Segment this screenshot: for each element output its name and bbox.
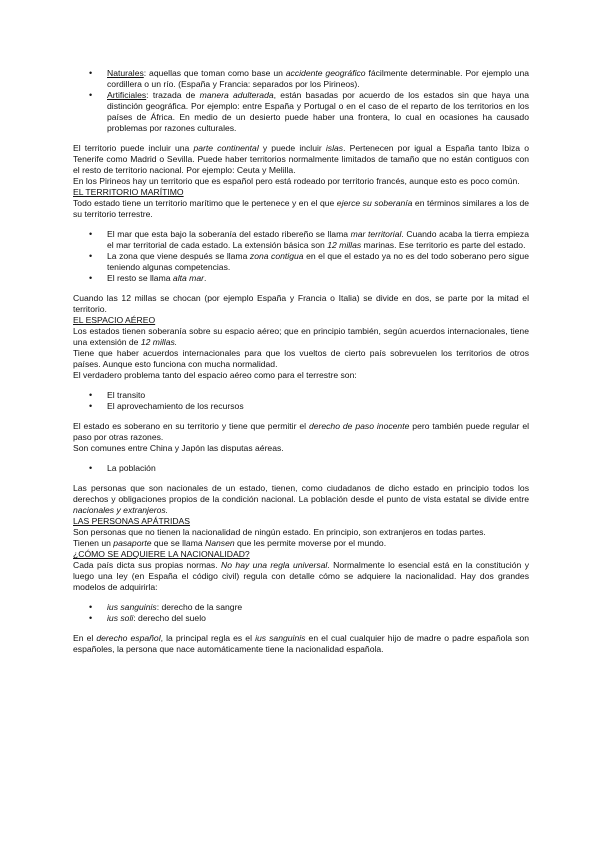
paragraph-aereo-3: El verdadero problema tanto del espacio aéreo como para el terrestre son: <box>73 370 357 380</box>
paragraph-aereo-2: Tiene que haber acuerdos internacionales para que los vueltos de cierto país sobrevuelen los territorios de otros países. Aunque esto funciona con mucha normalidad. <box>73 348 529 369</box>
paragraph-pirineos: En los Pirineos hay un territorio que es español pero está rodeado por territorio francés, aunque esto es poco común. <box>73 176 520 186</box>
term-artificiales: Artificiales <box>107 90 147 100</box>
paragraph-aereo-1: Los estados tienen soberanía sobre su espacio aéreo; que en principio también, según acuerdos internacionales, tiene una extensión de 12 millas. <box>73 326 529 347</box>
paragraph-soberano: El estado es soberano en su territorio y tiene que permitir el derecho de paso inocente pero también puede regular el paso por otras razones. <box>73 421 530 442</box>
term-naturales: Naturales <box>107 68 144 78</box>
document-page <box>73 68 529 655</box>
heading-nacionalidad: ¿CÓMO SE ADQUIERE LA NACIONALIDAD? <box>73 549 250 559</box>
frontera-types-list <box>73 68 529 134</box>
list-item: • El transito <box>73 390 529 401</box>
paragraph-12-millas: Cuando las 12 millas se chocan (por ejemplo España y Francia o Italia) se divide en dos, se parte por la mitad el territorio. <box>73 293 529 314</box>
heading-territorio-maritimo: EL TERRITORIO MARÍTIMO <box>73 187 184 197</box>
list-item: • El resto se llama alta mar. <box>73 273 529 284</box>
list-item: • Naturales: aquellas que toman como base un accidente geográfico fácilmente determinable. Por ejemplo una cordillera o un río. (España y Francia: separados por los Pirineos). <box>73 68 529 90</box>
aereo-problems-list <box>73 390 529 412</box>
poblacion-list <box>73 463 529 474</box>
list-item: • El aprovechamiento de los recursos <box>73 401 529 412</box>
paragraph-china-japon: Son comunes entre China y Japón las disputas aéreas. <box>73 443 284 453</box>
paragraph-maritimo: Todo estado tiene un territorio marítimo que le pertenece y en el que ejerce su soberanía en términos similares a los de su territorio terrestre. <box>73 198 530 219</box>
paragraph-poblacion: Las personas que son nacionales de un estado, tienen, como ciudadanos de dicho estado en principio todos los derechos y obligaciones propios de la condición nacional. La población desde el punto de vista estatal se divide entre nacionales y extranjeros. <box>73 483 529 515</box>
ius-list <box>73 602 529 624</box>
list-item: • ius sanguinis: derecho de la sangre <box>73 602 529 613</box>
paragraph-nacionalidad: Cada país dicta sus propias normas. No hay una regla universal. Normalmente lo esencial está en la constitución y luego una ley (en España el código civil) regula con detalle cómo se adquiere la nacionalidad. Hay dos grandes modelos de adquirirla: <box>73 560 529 592</box>
list-item: • La zona que viene después se llama zona contigua en el que el estado ya no es del todo soberano pero sigue teniendo algunas competencias. <box>73 251 529 273</box>
list-item: • La población <box>73 463 529 474</box>
paragraph-apatridas-1: Son personas que no tienen la nacionalidad de ningún estado. En principio, son extranjeros en todas partes. <box>73 527 486 537</box>
heading-espacio-aereo: EL ESPACIO AÉREO <box>73 315 156 325</box>
heading-apatridas: LAS PERSONAS APÁTRIDAS <box>73 516 191 526</box>
mar-list <box>73 229 529 284</box>
list-item: • Artificiales: trazada de manera adulterada, están basadas por acuerdo de los estados sin que haya una distinción geográfica. Por ejemplo: entre España y Portugal o en el caso de el reparto de los territorios en los países de África. En medio de un desierto puede haber una frontera, lo cual en ocasiones ha causado problemas por razones culturales. <box>73 90 529 134</box>
list-item: • El mar que esta bajo la soberanía del estado ribereño se llama mar territorial. Cuando acaba la tierra empieza el mar territorial de cada estado. La extensión básica son 12 millas marinas. Ese territorio es parte del estado. <box>73 229 529 251</box>
list-item: • ius soli: derecho del suelo <box>73 613 529 624</box>
paragraph-territorio: El territorio puede incluir una parte continental y puede incluir islas. Pertenecen por igual a España tanto Ibiza o Tenerife como Madrid o Sevilla. Puede haber territorios normalmente limitados de tamaño que no están contiguos con el resto de territorio nacional. Por ejemplo: Ceuta y Melilla. <box>73 143 529 175</box>
paragraph-derecho-espanol: En el derecho español, la principal regla es el ius sanguinis en el cual cualquier hijo de madre o padre española son españoles, la persona que nace automáticamente tiene la nacionalidad española. <box>73 633 530 654</box>
paragraph-apatridas-2: Tienen un pasaporte que se llama Nansen que les permite moverse por el mundo. <box>73 538 387 548</box>
